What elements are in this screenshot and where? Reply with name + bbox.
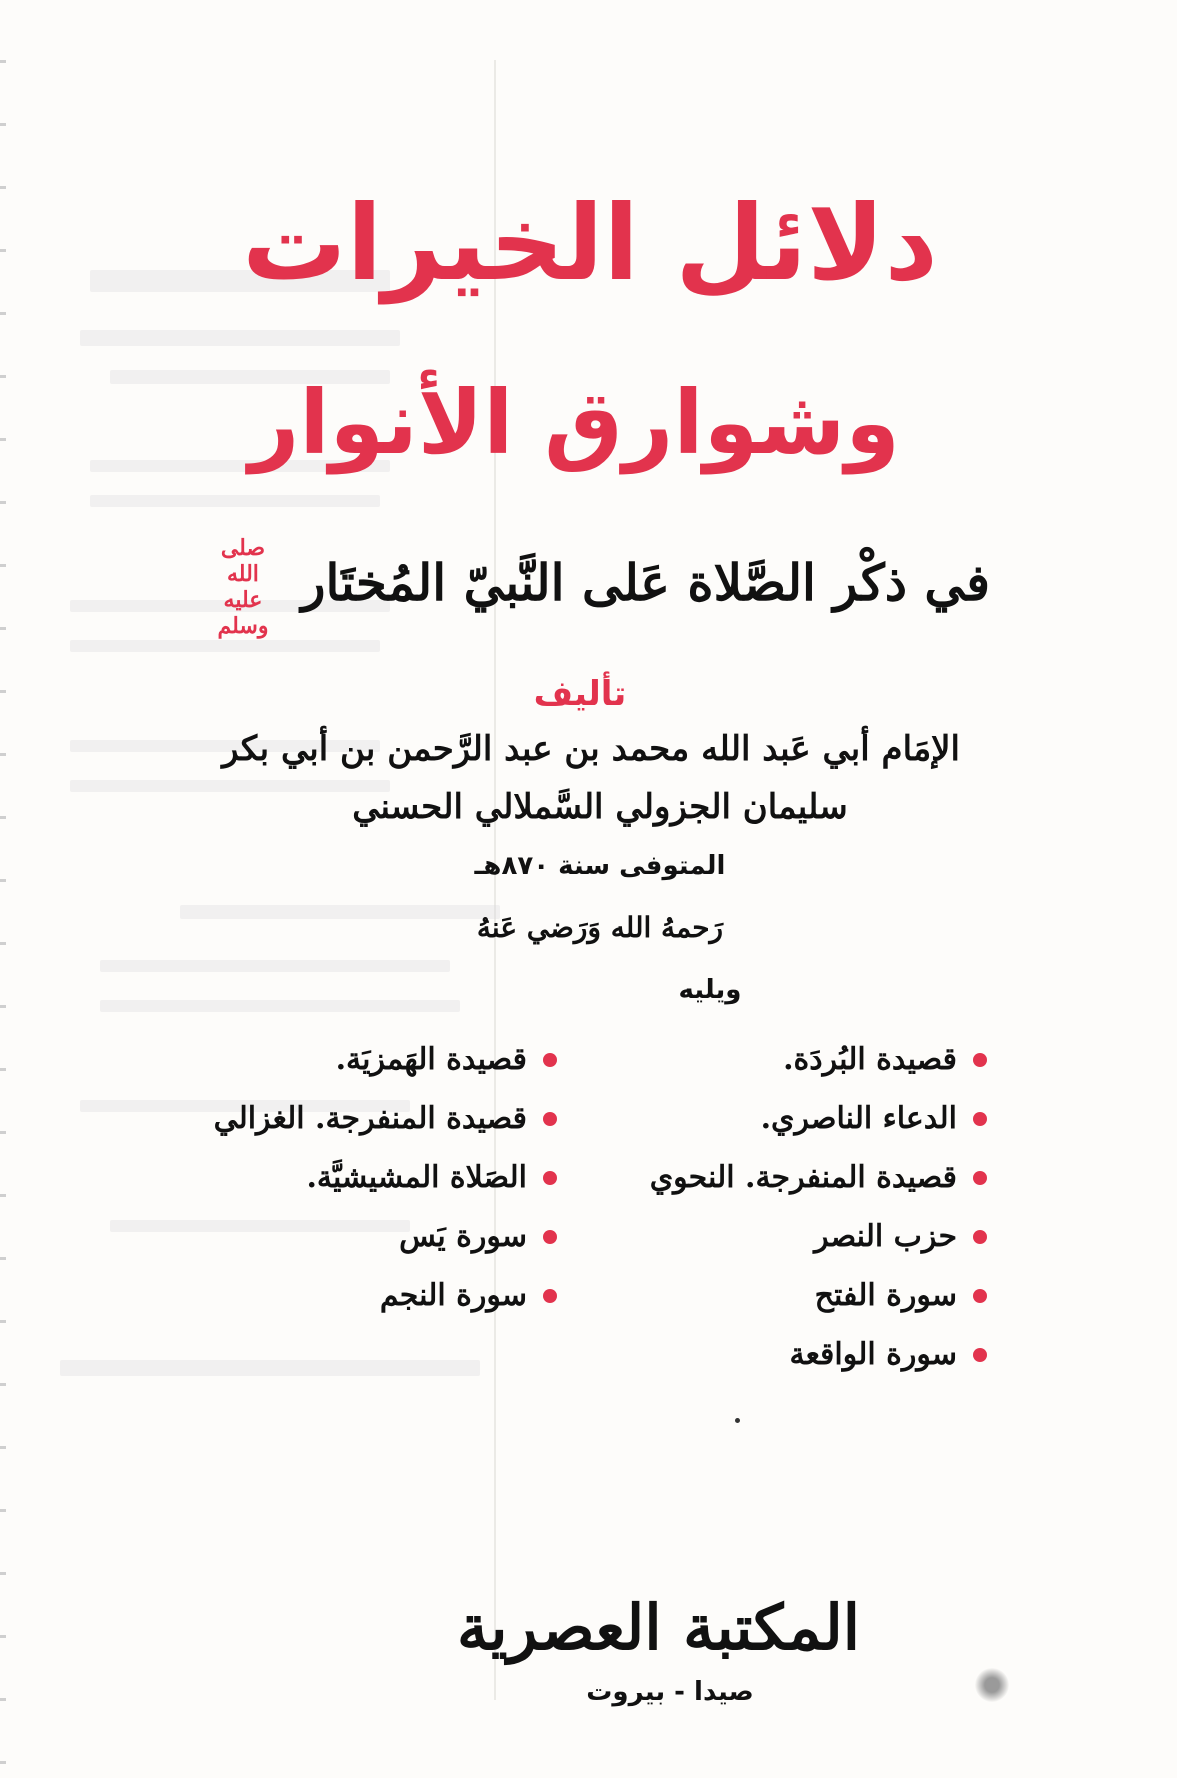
subtitle-text: في ذكْر الصَّلاة عَلى النَّبيّ المُختَار [301,553,990,612]
bullet-icon [543,1112,557,1126]
show-through-text [80,330,400,346]
show-through-text [100,1000,460,1012]
list-item [567,1030,987,1089]
list-item [567,1148,987,1207]
death-year: المتوفى سنة ٨٧٠هـ [474,851,726,881]
bullet-icon [973,1230,987,1244]
list-item-label: قصيدة المنفرجة. النحوي [649,1160,957,1195]
list-item [137,1207,557,1266]
list-item-label: الدعاء الناصري. [760,1101,957,1136]
author-name-line2: سليمان الجزولي السَّملالي الحسني [352,787,848,827]
publisher-place: صيدا - بيروت [586,1677,754,1707]
list-item-label: حزب النصر [814,1219,957,1254]
list-item-label: سورة الواقعة [789,1337,957,1372]
list-item [137,1030,557,1089]
author-name-line1: الإمَام أبي عَبد الله محمد بن عبد الرَّحمن بن أبي بكر [222,729,960,769]
list-item [567,1207,987,1266]
appendix-list-left [137,1030,557,1325]
bullet-icon [543,1171,557,1185]
bullet-icon [543,1230,557,1244]
show-through-text [70,640,380,652]
show-through-text [60,1360,480,1376]
list-item-label: قصيدة البُردَة. [783,1042,957,1077]
list-item [137,1089,557,1148]
binding-edge [0,0,6,1778]
bullet-icon [973,1348,987,1362]
list-item [567,1266,987,1325]
list-item [137,1266,557,1325]
paper-smudge [975,1668,1009,1702]
list-item-label: سورة يَس [399,1219,527,1254]
list-item [137,1148,557,1207]
mercy-formula: رَحمهُ الله وَرَضي عَنهُ [476,911,724,944]
book-title-line1: دلائل الخيرات [242,182,938,304]
book-subtitle [217,535,990,639]
print-speck [735,1418,740,1423]
publisher-logo: المكتبة العصرية [457,1591,860,1664]
bullet-icon [543,1053,557,1067]
list-item-label: سورة الفتح [814,1278,957,1313]
bullet-icon [973,1289,987,1303]
salawat-calligraphy: صلى الله عليه وسلم [217,535,269,639]
list-item-label: قصيدة المنفرجة. الغزالي [213,1101,527,1136]
book-title-line2: وشوارق الأنوار [248,371,900,474]
bullet-icon [973,1112,987,1126]
list-item [567,1325,987,1384]
list-item-label: سورة النجم [379,1278,527,1313]
appendix-heading: ويليه [678,975,742,1005]
bullet-icon [973,1053,987,1067]
list-item-label: قصيدة الهَمزيَة. [335,1042,527,1077]
show-through-text [180,905,500,919]
show-through-text [100,960,450,972]
list-item-label: الصَلاة المشيشيَّة. [306,1160,527,1195]
bullet-icon [973,1171,987,1185]
appendix-list-right [567,1030,987,1384]
authored-by-label: تأليف [533,674,627,714]
list-item [567,1089,987,1148]
show-through-text [90,495,380,507]
bullet-icon [543,1289,557,1303]
